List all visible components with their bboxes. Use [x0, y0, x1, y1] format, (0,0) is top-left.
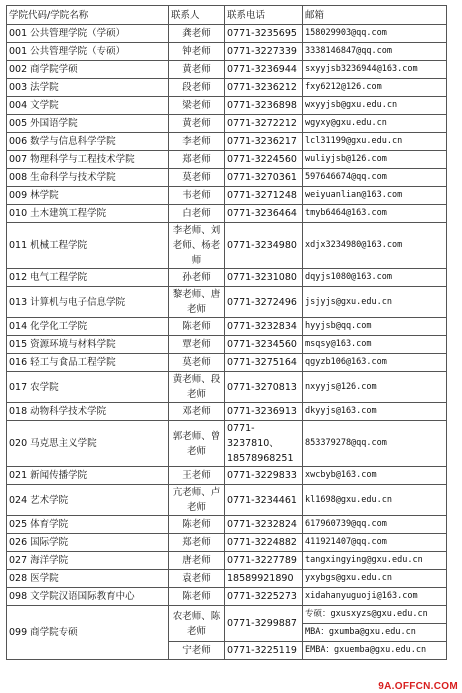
email-cell: 411921407@qq.com	[303, 534, 447, 552]
college-cell: 003 法学院	[7, 79, 169, 97]
table-row	[7, 25, 447, 43]
phone-cell: 0771-3270361	[225, 169, 303, 187]
email-cell: kl1698@gxu.edu.cn	[303, 485, 447, 516]
phone-cell: 0771-3236212	[225, 79, 303, 97]
college-cell: 007 物理科学与工程技术学院	[7, 151, 169, 169]
phone-cell: 0771-3236898	[225, 97, 303, 115]
contact-cell: 郭老师、曾老师	[169, 421, 225, 467]
contact-cell: 陈老师	[169, 588, 225, 606]
college-cell: 001 公共管理学院（专硕）	[7, 43, 169, 61]
contact-cell: 黄老师	[169, 115, 225, 133]
table-row	[7, 79, 447, 97]
contact-cell: 黄老师、段老师	[169, 372, 225, 403]
header-row	[7, 6, 447, 25]
contact-cell: 韦老师	[169, 187, 225, 205]
email-cell: hyyjsb@qq.com	[303, 318, 447, 336]
email-cell: 617960739@qq.com	[303, 516, 447, 534]
college-cell: 001 公共管理学院（学硕）	[7, 25, 169, 43]
phone-cell: 0771-3234560	[225, 336, 303, 354]
contact-cell: 钟老师	[169, 43, 225, 61]
phone-cell: 0771-3224882	[225, 534, 303, 552]
phone-cell: 0771-3227789	[225, 552, 303, 570]
table-row	[7, 403, 447, 421]
email-cell: weiyuanlian@163.com	[303, 187, 447, 205]
contact-cell: 邓老师	[169, 403, 225, 421]
phone-cell: 0771-3234980	[225, 223, 303, 269]
email-cell: MBA：gxumba@gxu.edu.cn	[303, 624, 447, 642]
table-row	[7, 43, 447, 61]
email-cell: xdjx3234980@163.com	[303, 223, 447, 269]
college-cell: 024 艺术学院	[7, 485, 169, 516]
email-cell: tmyb6464@163.com	[303, 205, 447, 223]
contact-cell: 陈老师	[169, 318, 225, 336]
watermark-logo: 9A.OFFCN.COM	[378, 681, 458, 692]
email-cell: msqsy@163.com	[303, 336, 447, 354]
college-cell: 018 动物科学技术学院	[7, 403, 169, 421]
college-cell: 016 轻工与食品工程学院	[7, 354, 169, 372]
table-row	[7, 133, 447, 151]
header-email: 邮箱	[303, 6, 447, 25]
table-row	[7, 115, 447, 133]
college-cell: 012 电气工程学院	[7, 269, 169, 287]
email-cell: wgyxy@gxu.edu.cn	[303, 115, 447, 133]
table-row	[7, 421, 447, 467]
contact-cell: 白老师	[169, 205, 225, 223]
email-cell: sxyyjsb3236944@163.com	[303, 61, 447, 79]
email-cell: wuliyjsb@126.com	[303, 151, 447, 169]
phone-cell: 0771-3225119	[225, 642, 303, 660]
table-row	[7, 570, 447, 588]
phone-cell: 0771-3224560	[225, 151, 303, 169]
table-row	[7, 287, 447, 318]
phone-cell: 0771-3270813	[225, 372, 303, 403]
phone-cell: 0771-3236464	[225, 205, 303, 223]
college-cell: 028 医学院	[7, 570, 169, 588]
college-cell: 004 文学院	[7, 97, 169, 115]
contact-cell: 王老师	[169, 467, 225, 485]
college-cell: 013 计算机与电子信息学院	[7, 287, 169, 318]
college-cell: 017 农学院	[7, 372, 169, 403]
email-cell: wxyyjsb@gxu.edu.cn	[303, 97, 447, 115]
college-cell: 026 国际学院	[7, 534, 169, 552]
table-row	[7, 336, 447, 354]
email-cell: fxy6212@126.com	[303, 79, 447, 97]
table-row	[7, 169, 447, 187]
email-cell: xidahanyuguoji@163.com	[303, 588, 447, 606]
email-cell: 3338146847@qq.com	[303, 43, 447, 61]
phone-cell: 0771-3236913	[225, 403, 303, 421]
college-cell: 027 海洋学院	[7, 552, 169, 570]
phone-cell: 0771-3232824	[225, 516, 303, 534]
phone-cell: 0771-3236217	[225, 133, 303, 151]
college-cell: 015 资源环境与材料学院	[7, 336, 169, 354]
phone-cell: 0771-3229833	[225, 467, 303, 485]
contact-cell: 覃老师	[169, 336, 225, 354]
contact-cell: 李老师、刘老师、杨老师	[169, 223, 225, 269]
phone-cell: 0771-3272496	[225, 287, 303, 318]
contact-cell: 龚老师	[169, 25, 225, 43]
table-row	[7, 534, 447, 552]
contact-cell: 梁老师	[169, 97, 225, 115]
table-row	[7, 97, 447, 115]
phone-cell: 18589921890	[225, 570, 303, 588]
email-cell: dqyjs1080@163.com	[303, 269, 447, 287]
email-cell: 专硕：gxusxyzs@gxu.edu.cn	[303, 606, 447, 624]
table-row	[7, 151, 447, 169]
table-row	[7, 588, 447, 606]
college-cell: 020 马克思主义学院	[7, 421, 169, 467]
email-cell: dkyyjs@163.com	[303, 403, 447, 421]
header-college: 学院代码/学院名称	[7, 6, 169, 25]
email-cell: xwcbyb@163.com	[303, 467, 447, 485]
email-cell: 597646674@qq.com	[303, 169, 447, 187]
contact-cell: 唐老师	[169, 552, 225, 570]
contact-cell: 李老师	[169, 133, 225, 151]
contact-cell: 黄老师	[169, 61, 225, 79]
phone-cell: 0771-3231080	[225, 269, 303, 287]
email-cell: qgyzb106@163.com	[303, 354, 447, 372]
phone-cell: 0771-3236944	[225, 61, 303, 79]
contact-cell: 郑老师	[169, 534, 225, 552]
college-cell: 008 生命科学与技术学院	[7, 169, 169, 187]
college-cell: 002 商学院学硕	[7, 61, 169, 79]
college-cell: 010 土木建筑工程学院	[7, 205, 169, 223]
table-row	[7, 516, 447, 534]
email-cell: EMBA：gxuemba@gxu.edu.cn	[303, 642, 447, 660]
college-cell: 025 体育学院	[7, 516, 169, 534]
email-cell: nxyyjs@126.com	[303, 372, 447, 403]
phone-cell: 0771-3275164	[225, 354, 303, 372]
table-row	[7, 61, 447, 79]
header-phone: 联系电话	[225, 6, 303, 25]
contact-cell: 莫老师	[169, 169, 225, 187]
email-cell: lcl31199@gxu.edu.cn	[303, 133, 447, 151]
college-cell: 006 数学与信息科学学院	[7, 133, 169, 151]
phone-cell: 0771-3232834	[225, 318, 303, 336]
table-row	[7, 354, 447, 372]
contact-table	[6, 5, 447, 660]
table-row	[7, 606, 447, 624]
table-row	[7, 205, 447, 223]
college-cell: 014 化学化工学院	[7, 318, 169, 336]
table-row	[7, 372, 447, 403]
table-row	[7, 552, 447, 570]
table-row	[7, 467, 447, 485]
table-row	[7, 318, 447, 336]
email-cell: tangxingying@gxu.edu.cn	[303, 552, 447, 570]
phone-cell: 0771-3235695	[225, 25, 303, 43]
contact-cell: 莫老师	[169, 354, 225, 372]
college-cell: 021 新闻传播学院	[7, 467, 169, 485]
email-cell: yxybgs@gxu.edu.cn	[303, 570, 447, 588]
college-cell: 098 文学院汉语国际教育中心	[7, 588, 169, 606]
header-contact: 联系人	[169, 6, 225, 25]
contact-cell: 陈老师	[169, 516, 225, 534]
phone-cell: 0771-3227339	[225, 43, 303, 61]
phone-cell: 0771-3271248	[225, 187, 303, 205]
email-cell: 158029903@qq.com	[303, 25, 447, 43]
email-cell: jsjyjs@gxu.edu.cn	[303, 287, 447, 318]
table-row	[7, 485, 447, 516]
contact-cell: 亢老师、卢老师	[169, 485, 225, 516]
phone-cell: 0771-3234461	[225, 485, 303, 516]
phone-cell: 0771-3237810、18578968251	[225, 421, 303, 467]
college-cell: 099 商学院专硕	[7, 606, 169, 660]
contact-cell: 宁老师	[169, 642, 225, 660]
college-cell: 005 外国语学院	[7, 115, 169, 133]
contact-cell: 段老师	[169, 79, 225, 97]
contact-cell: 袁老师	[169, 570, 225, 588]
table-row	[7, 269, 447, 287]
contact-cell: 农老师、陈老师	[169, 606, 225, 642]
table-row	[7, 187, 447, 205]
phone-cell: 0771-3225273	[225, 588, 303, 606]
table-row	[7, 223, 447, 269]
contact-cell: 黎老师、唐老师	[169, 287, 225, 318]
college-cell: 011 机械工程学院	[7, 223, 169, 269]
contact-cell: 孙老师	[169, 269, 225, 287]
contact-cell: 郑老师	[169, 151, 225, 169]
phone-cell: 0771-3272212	[225, 115, 303, 133]
email-cell: 853379278@qq.com	[303, 421, 447, 467]
college-cell: 009 林学院	[7, 187, 169, 205]
phone-cell: 0771-3299887	[225, 606, 303, 642]
